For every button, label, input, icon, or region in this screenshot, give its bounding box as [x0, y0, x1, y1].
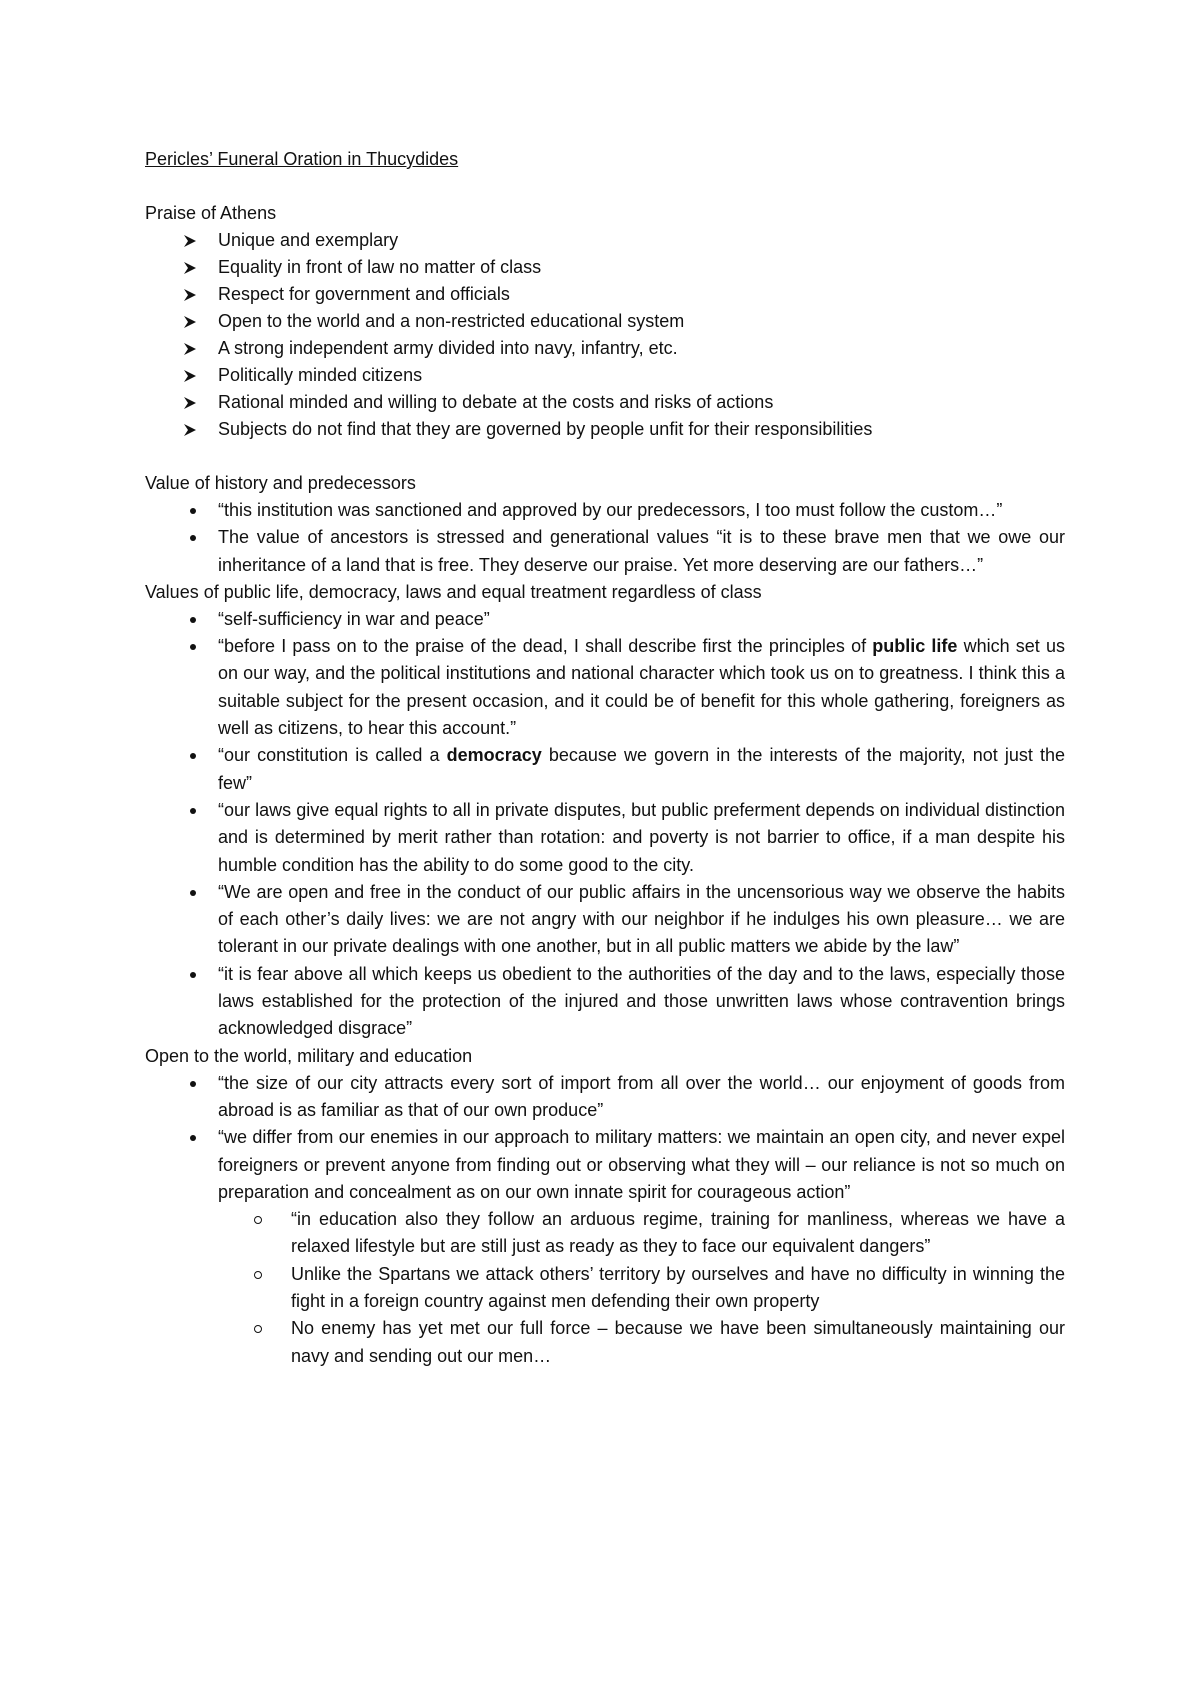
list-item-text: “the size of our city attracts every sort of import from all over the world… our enjoyment of goods from abroad is as familiar as that of our own produce”: [218, 1072, 1065, 1120]
section-heading-public: Values of public life, democracy, laws and equal treatment regardless of class: [145, 581, 762, 602]
list-item: [145, 497, 1065, 524]
bullet-dot-icon: [190, 617, 196, 623]
praise-list: [145, 227, 1065, 443]
open-list: [145, 1070, 1065, 1206]
section-heading-praise: Praise of Athens: [145, 203, 277, 223]
sublist-item-text: No enemy has yet met our full force – because we have been simultaneously maintaining our navy and sending out our men…: [291, 1318, 1065, 1366]
bullet-dot-icon: [190, 1135, 196, 1141]
list-item: [145, 879, 1065, 961]
bullet-dot-icon: [190, 972, 196, 978]
arrow-bullet-icon: [183, 396, 197, 410]
section-heading-open: Open to the world, military and education: [145, 1045, 473, 1066]
list-item-text: Rational minded and willing to debate at the costs and risks of actions: [218, 392, 774, 412]
sublist-item-text: “in education also they follow an arduous regime, training for manliness, whereas we have a relaxed lifestyle but are still just as ready as they to face our equivalent dangers”: [291, 1209, 1065, 1257]
list-item-text: A strong independent army divided into navy, infantry, etc.: [218, 338, 678, 358]
list-item-text: Respect for government and officials: [218, 284, 510, 304]
circle-bullet-icon: [254, 1325, 262, 1333]
bullet-dot-icon: [190, 1081, 196, 1087]
bullet-dot-icon: [190, 535, 196, 541]
list-item: [145, 797, 1065, 879]
list-item: [145, 254, 1065, 281]
arrow-bullet-icon: [183, 234, 197, 248]
list-item: [145, 335, 1065, 362]
list-item: [145, 606, 1065, 633]
sublist-item-text: Unlike the Spartans we attack others’ territory by ourselves and have no difficulty in winning the fight in a foreign country against men defending their own property: [291, 1263, 1065, 1312]
arrow-bullet-icon: [183, 288, 197, 302]
bullet-dot-icon: [190, 508, 196, 514]
list-item: [145, 1070, 1065, 1125]
arrow-bullet-icon: [183, 369, 197, 383]
list-item-bold-text: public life: [872, 636, 958, 657]
open-sublist: [145, 1206, 1065, 1370]
sublist-item: [145, 1261, 1065, 1316]
list-item-text: Open to the world and a non-restricted educational system: [218, 311, 685, 331]
bullet-dot-icon: [190, 644, 196, 650]
document-page: [145, 146, 1065, 1370]
list-item: [145, 308, 1065, 335]
circle-bullet-icon: [254, 1216, 262, 1224]
history-list: [145, 497, 1065, 579]
circle-bullet-icon: [254, 1271, 262, 1279]
bullet-dot-icon: [190, 753, 196, 759]
arrow-bullet-icon: [183, 315, 197, 329]
list-item-text-after: because we govern in the interests of the majority, not just the few”: [218, 745, 1066, 793]
list-item-text: Politically minded citizens: [218, 365, 423, 385]
list-item-text: “it is fear above all which keeps us obedient to the authorities of the day and to the laws, especially those laws established for the protection of the injured and those unwritten laws whose contravention brings acknowledged disgrace”: [218, 963, 1065, 1039]
document-title: Pericles’ Funeral Oration in Thucydides: [145, 149, 459, 169]
list-item: [145, 281, 1065, 308]
list-item-text-before: “before I pass on to the praise of the dead, I shall describe first the principles of: [218, 636, 873, 657]
bullet-dot-icon: [190, 890, 196, 896]
list-item-text: The value of ancestors is stressed and generational values “it is to these brave men that we owe our inheritance of a land that is free. They deserve our praise. Yet more deserving are our fathers…”: [218, 527, 1065, 575]
arrow-bullet-icon: [183, 423, 197, 437]
list-item: [145, 742, 1065, 797]
list-item: [145, 633, 1065, 742]
list-item-bold-text: democracy: [446, 745, 542, 766]
sublist-item: [145, 1206, 1065, 1261]
section-heading-history: Value of history and predecessors: [145, 473, 416, 493]
list-item: [145, 961, 1065, 1043]
list-item: [145, 362, 1065, 389]
list-item-text: “we differ from our enemies in our approach to military matters: we maintain an open city, and never expel foreigners or prevent anyone from finding out or observing what they will – our reliance is not so much on preparation and concealment as on our own innate spirit for courageous action”: [218, 1127, 1065, 1202]
list-item-text: Subjects do not find that they are governed by people unfit for their responsibilities: [218, 419, 873, 439]
arrow-bullet-icon: [183, 261, 197, 275]
spacer: [145, 443, 1065, 470]
list-item-text: Unique and exemplary: [218, 230, 399, 250]
list-item-text: “We are open and free in the conduct of our public affairs in the uncensorious way we observe the habits of each other’s daily lives: we are not angry with our neighbor if he indulges his own pleasure… we are tolerant in our private dealings with one another, but in all public matters we abide by the law”: [218, 881, 1065, 957]
list-item-text: “our laws give equal rights to all in private disputes, but public preferment depends on individual distinction and is determined by merit rather than rotation: and poverty is not barrier to office, if a man despite his humble condition has the ability to do some good to the city.: [218, 799, 1065, 875]
arrow-bullet-icon: [183, 342, 197, 356]
list-item: [145, 1124, 1065, 1206]
list-item: [145, 524, 1065, 579]
bullet-dot-icon: [190, 808, 196, 814]
list-item-text: “self-sufficiency in war and peace”: [218, 608, 490, 629]
list-item-text: Equality in front of law no matter of class: [218, 257, 542, 277]
list-item: [145, 416, 1065, 443]
list-item-text: “this institution was sanctioned and approved by our predecessors, I too must follow the custom…”: [218, 500, 1003, 520]
list-item-text-after: which set us on our way, and the political institutions and national character which took us on to greatness. I think this a suitable subject for the present occasion, and it could be of benefit for this whole gathering, foreigners as well as citizens, to hear this account.”: [218, 636, 1065, 739]
sublist-item: [145, 1315, 1065, 1370]
list-item: [145, 389, 1065, 416]
list-item-text-before: “our constitution is called a: [218, 745, 447, 766]
public-list: [145, 606, 1065, 1043]
list-item: [145, 227, 1065, 254]
